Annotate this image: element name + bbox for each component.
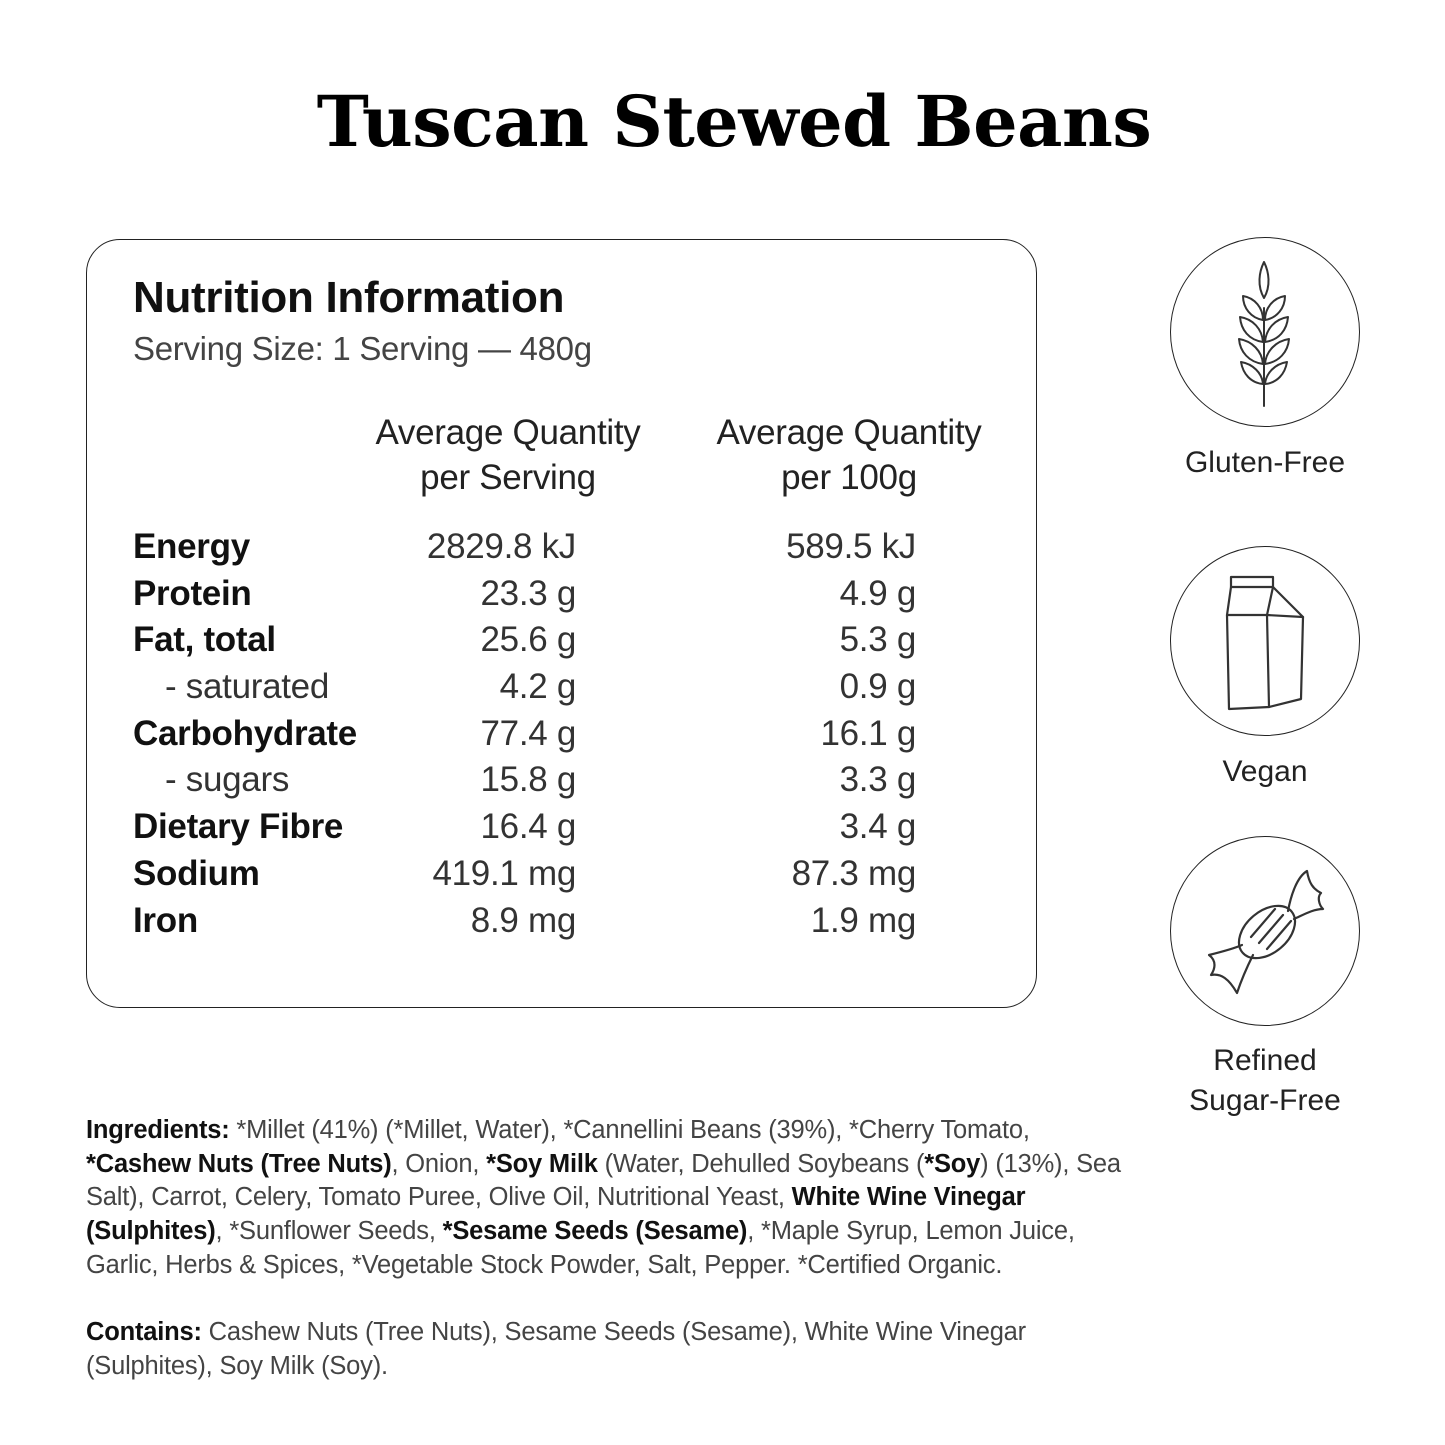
candy-icon — [1171, 837, 1361, 1027]
serving-size: Serving Size: 1 Serving — 480g — [133, 330, 592, 367]
wheat-icon — [1171, 238, 1361, 428]
nutrient-label: Iron — [133, 900, 198, 940]
ingredients-part: *Millet (41%) (*Millet, Water), *Cannellini Beans (39%), *Cherry Tomato, — [229, 1116, 1030, 1144]
gluten-free-label: Gluten-Free — [1184, 446, 1346, 479]
contains-list: Cashew Nuts (Tree Nuts), Sesame Seeds (Sesame), White Wine Vinegar (Sulphites), Soy Milk (Soy). — [86, 1318, 1026, 1380]
per-serving-value: 23.3 g — [480, 573, 576, 613]
column-header-line: per Serving — [420, 458, 596, 497]
per-100g-value: 16.1 g — [820, 713, 916, 753]
nutrient-label: Carbohydrate — [133, 713, 357, 753]
vegan-label: Vegan — [1222, 755, 1308, 788]
nutrition-row-fat-total — [133, 617, 933, 664]
sugar-free-label-line: Refined — [1213, 1044, 1317, 1077]
nutrient-label: - sugars — [165, 760, 290, 800]
per-serving-value: 419.1 mg — [432, 853, 576, 893]
ingredients-part: , Onion, — [391, 1149, 487, 1178]
nutrition-row-dietary-fibre — [133, 804, 933, 851]
nutrient-label: Protein — [133, 573, 252, 613]
per-100g-value: 5.3 g — [839, 620, 916, 660]
contains-label: Contains: — [86, 1318, 202, 1346]
per-serving-value: 8.9 mg — [470, 900, 576, 940]
nutrient-label: Energy — [133, 527, 250, 566]
allergen-cashew: *Cashew Nuts (Tree Nuts) — [86, 1149, 392, 1178]
gluten-free-badge — [1170, 237, 1360, 427]
ingredients-part: , *Maple Syrup, Lemon Juice, Garlic, Herbs & Spices, *Vegetable Stock Powder, Salt, Pepper. *Certified Organic. — [86, 1217, 1075, 1279]
per-100g-value: 3.3 g — [839, 760, 916, 800]
per-serving-value: 77.4 g — [480, 713, 576, 753]
allergen-soy: *Soy — [924, 1149, 981, 1178]
nutrition-row-carbohydrate — [133, 711, 933, 758]
nutrition-row-sodium — [133, 851, 933, 898]
ingredients-text — [86, 1114, 1126, 1283]
vegan-badge — [1170, 546, 1360, 736]
per-serving-value: 15.8 g — [480, 760, 576, 800]
ingredients-part: (Water, Dehulled Soybeans ( — [597, 1149, 925, 1178]
per-100g-value: 3.4 g — [839, 807, 916, 847]
ingredients-part: , *Sunflower Seeds, — [215, 1217, 443, 1246]
column-header-line: Average Quantity — [716, 413, 982, 452]
ingredients-part: ) (13%), Sea Salt), Carrot, Celery, Tomato Puree, Olive Oil, Nutritional Yeast, — [86, 1149, 1121, 1212]
per-serving-value: 4.2 g — [499, 667, 576, 707]
per-100g-value: 1.9 mg — [810, 900, 916, 940]
per-100g-value: 87.3 mg — [791, 853, 916, 893]
nutrition-row-sugars — [133, 757, 933, 804]
allergen-white-wine-vinegar: White Wine Vinegar (Sulphites) — [86, 1183, 1026, 1246]
allergen-sesame: *Sesame Seeds (Sesame) — [442, 1217, 748, 1246]
nutrient-label: Fat, total — [133, 620, 276, 660]
contains-text — [86, 1316, 1086, 1383]
per-100g-value: 589.5 kJ — [786, 527, 916, 566]
column-header-line: per 100g — [781, 458, 917, 497]
per-serving-value: 16.4 g — [480, 807, 576, 847]
per-100g-value: 4.9 g — [839, 573, 916, 613]
column-header-line: Average Quantity — [375, 413, 641, 452]
nutrition-row-protein — [133, 571, 933, 618]
nutrient-label: Sodium — [133, 853, 260, 893]
allergen-soy-milk: *Soy Milk — [486, 1149, 598, 1178]
nutrition-row-iron — [133, 898, 933, 945]
sugar-free-label — [1165, 1041, 1365, 1121]
column-header-per-100g — [689, 410, 1009, 500]
nutrition-row-saturated — [133, 664, 933, 711]
per-serving-value: 25.6 g — [480, 620, 576, 660]
nutrition-table — [133, 524, 933, 944]
ingredients-label: Ingredients: — [86, 1116, 230, 1144]
per-serving-value: 2829.8 kJ — [426, 527, 576, 566]
milk-carton-icon — [1171, 547, 1361, 737]
column-header-per-serving — [348, 410, 668, 500]
per-100g-value: 0.9 g — [839, 667, 916, 707]
sugar-free-label-line: Sugar-Free — [1189, 1084, 1341, 1117]
nutrition-row-energy — [133, 524, 933, 571]
sugar-free-badge — [1170, 836, 1360, 1026]
nutrient-label: - saturated — [165, 667, 330, 707]
product-title: Tuscan Stewed Beans — [316, 80, 1152, 163]
nutrition-heading: Nutrition Information — [133, 273, 565, 322]
nutrient-label: Dietary Fibre — [133, 807, 344, 847]
